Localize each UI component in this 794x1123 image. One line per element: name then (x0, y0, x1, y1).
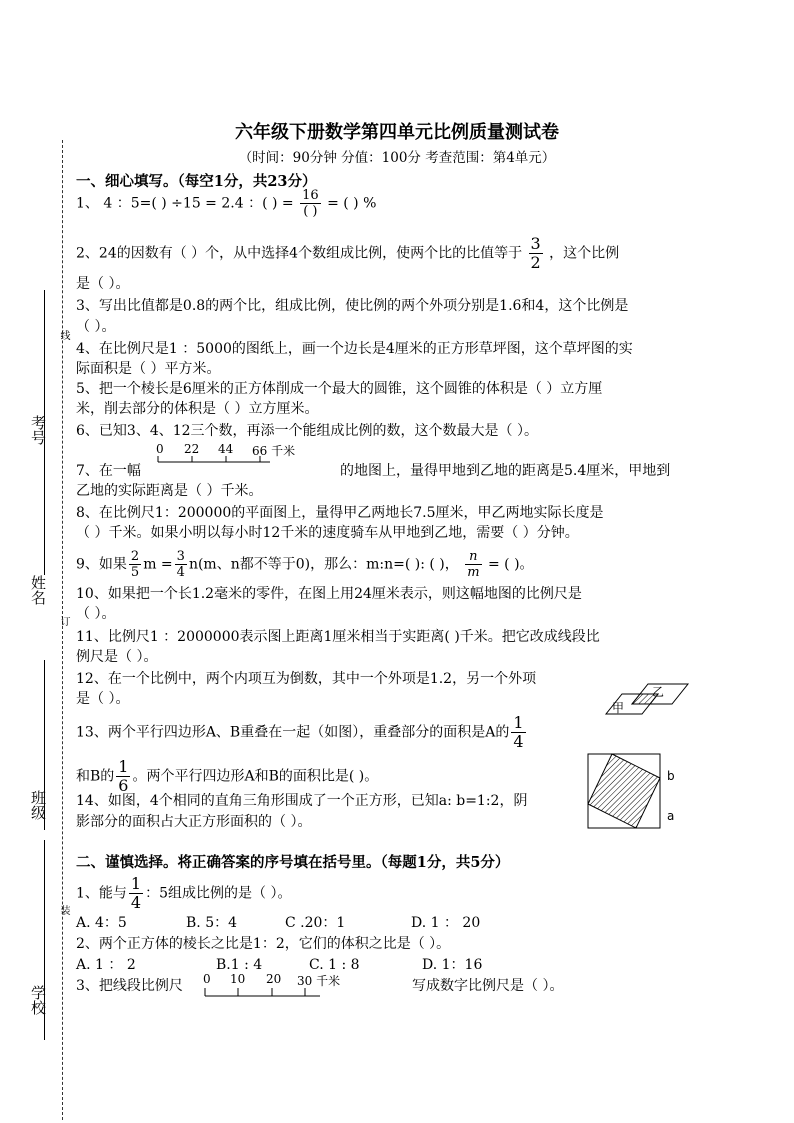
q10-line2: （ ）。 (76, 606, 116, 622)
s2-question-3: 3、把线段比例尺 (76, 978, 183, 994)
q2-text-b: ，这个比例 (549, 245, 620, 262)
q4-line2: 际面积是（ ）平方米。 (76, 361, 221, 377)
overlap-parallelograms-figure (600, 680, 695, 720)
q13-line2 (76, 758, 378, 795)
q13-text-c: 。两个平行四边形A和B的面积比是( )。 (132, 768, 379, 785)
q14-line2: 影部分的面积占大正方形面积的（ ）。 (76, 814, 312, 830)
s2q1-fraction: $\frac{1}{4}$ (130, 874, 142, 912)
q8-line2: （ ）千米。如果小明以每小时12千米的速度骑车从甲地到乙地，需要（ ）分钟。 (76, 525, 579, 541)
margin-ding: 订 (58, 616, 69, 626)
q13-fraction-1: $\frac{1}{4}$ (513, 713, 524, 751)
q7-scale-label: 0 (156, 442, 164, 456)
s2q1-option-d: D. 1 ： 20 (411, 915, 481, 931)
question-6: 6、已知3、4、12三个数，再添一个能组成比例的数，这个数最大是（ ）。 (76, 423, 538, 439)
q9-text-c: = ( )。 (487, 556, 534, 573)
q9-text-a: 9、如果 (76, 556, 127, 573)
q9-fraction-1: $\frac{2}{5}$ (130, 549, 140, 580)
section-2-heading: 二、谨慎选择。将正确答案的序号填在括号里。（每题1分，共5分） (76, 854, 510, 871)
q11-line2: 例尺是（ ）。 (76, 649, 158, 665)
s2q1-option-a: A. 4：5 (76, 915, 127, 931)
margin-xian: 线 (58, 330, 69, 340)
q1-text-b: = ( ) % (327, 195, 377, 212)
fig13-label-jia: 甲 (612, 701, 625, 715)
q7-scale-label: 22 (184, 442, 200, 456)
page-title: 六年级下册数学第四单元比例质量测试卷 (235, 122, 559, 143)
q2-fraction: $\frac{3}{2}$ (530, 234, 541, 272)
s2q1-text-a: 1、能与 (76, 885, 127, 902)
tilted-square-figure (586, 752, 696, 832)
question-4: 4、在比例尺是1 ：5000的图纸上，画一个边长是4厘米的正方形草坪图，这个草坪图的实 (76, 341, 633, 357)
q2-line2: 是（ ）。 (76, 276, 130, 292)
q9-m: m = (143, 556, 173, 573)
s2q3-scale-label: 20 (266, 972, 282, 986)
q7-scale-label: 66 千米 (252, 444, 296, 458)
q1-text-a: 1、 4 ：5=( ) ÷15 = 2.4 ：( ) = (76, 195, 294, 212)
q3-line2: （ ）。 (76, 319, 116, 335)
q7-scale-line (152, 456, 282, 466)
fig14-label-a: a (667, 809, 675, 823)
q13-text-b: 和B的 (76, 768, 115, 785)
s2-question-1 (76, 875, 291, 912)
s2q2-option-a: A. 1 ： 2 (76, 957, 136, 973)
q1-fraction: $\frac{16}{( )}$ (302, 188, 319, 219)
q13-fraction-2: $\frac{1}{6}$ (118, 757, 129, 795)
s2q2-option-c: C. 1 : 8 (309, 957, 360, 973)
binding-dashed-line (62, 140, 63, 1120)
question-11: 11、比例尺1 ：2000000表示图上距离1厘米相当于实距离( )千米。把它改成线段比 (76, 629, 600, 645)
question-3: 3、写出比值都是0.8的两个比，组成比例，使比例的两个外项分别是1.6和4，这个比例是 (76, 298, 629, 314)
q9-text-b: n(m、n都不等于0)，那么：m:n=( ): ( )， (188, 556, 459, 573)
question-12: 12、在一个比例中，两个内项互为倒数，其中一个外项是1.2，另一个外项 (76, 671, 537, 687)
q7-line2: 乙地的实际距离是（ ）千米。 (76, 483, 263, 499)
q9-fraction-3: $\frac{n}{m}$ (467, 549, 480, 580)
fig14-label-b: b (667, 769, 675, 783)
q2-text-a: 2、24的因数有（ ）个，从中选择4个数组成比例，使两个比的比值等于 (76, 245, 523, 262)
margin-kaohao: 考号 (29, 415, 47, 445)
question-14: 14、如图，4个相同的直角三角形围成了一个正方形，已知a: b=1:2，阴 (76, 793, 528, 809)
question-1 (76, 188, 376, 219)
s2-question-2: 2、两个正方体的棱长之比是1：2，它们的体积之比是（ ）。 (76, 936, 451, 952)
margin-zhuang: 装 (58, 905, 69, 915)
margin-xingming: 姓名 (29, 575, 47, 605)
s2q1-text-b: ：5组成比例的是（ ）。 (145, 885, 292, 902)
question-13 (76, 714, 528, 751)
section-1-heading: 一、细心填写。（每空1分，共23分） (76, 173, 317, 190)
s2q3-text-b: 写成数字比例尺是（ ）。 (412, 978, 564, 994)
question-5: 5、把一个棱长是6厘米的正方体削成一个最大的圆锥，这个圆锥的体积是（ ）立方厘 (76, 381, 603, 397)
q13-text-a: 13、两个平行四边形A、B重叠在一起（如图），重叠部分的面积是A的 (76, 724, 510, 741)
margin-xuexiao: 学校 (29, 985, 47, 1015)
question-9 (76, 549, 534, 580)
q5-line2: 米，削去部分的体积是（ ）立方厘米。 (76, 401, 319, 417)
s2q1-option-b: B. 5：4 (186, 915, 238, 931)
s2q2-option-d: D. 1：16 (422, 957, 483, 973)
q7-scale-label: 44 (218, 442, 234, 456)
q12-line2: 是（ ）。 (76, 691, 130, 707)
s2q1-option-c: C .20：1 (285, 915, 346, 931)
s2q3-scale-line (200, 986, 325, 998)
margin-banji: 班级 (29, 790, 47, 820)
question-2 (76, 235, 619, 272)
question-10: 10、如果把一个长1.2毫米的零件，在图上用24厘米表示，则这幅地图的比例尺是 (76, 586, 582, 602)
s2q3-scale-label: 10 (230, 972, 246, 986)
question-7: 7、在一幅 (76, 463, 141, 479)
question-8: 8、在比例尺1：200000的平面图上，量得甲乙两地长7.5厘米，甲乙两地实际长度是 (76, 505, 604, 521)
q7-text-b: 的地图上，量得甲地到乙地的距离是5.4厘米，甲地到 (340, 463, 671, 479)
s2q3-scale-label: 0 (203, 972, 211, 986)
fig13-label-yi: 乙 (652, 685, 665, 699)
page-subtitle: （时间：90分钟 分值：100分 考查范围：第4单元） (238, 150, 556, 166)
q9-fraction-2: $\frac{3}{4}$ (176, 549, 185, 580)
s2q3-scale-label: 30 千米 (297, 974, 341, 988)
s2q2-option-b: B.1 : 4 (216, 957, 263, 973)
